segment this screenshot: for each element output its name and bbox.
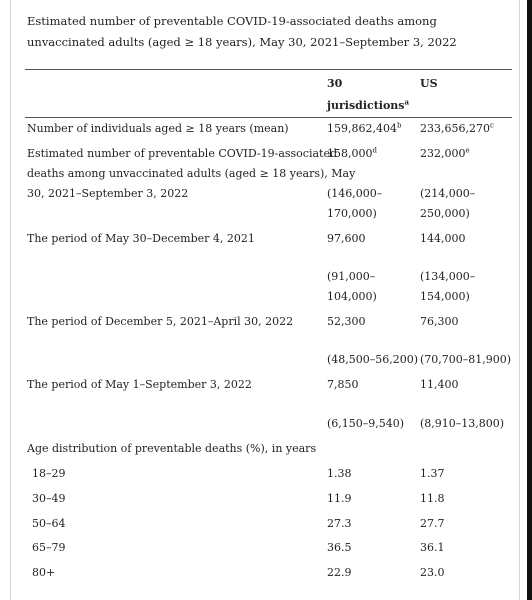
- cell-preventable-us: 232,000e: [420, 146, 470, 160]
- ci-period1-30j-line1: (91,000–: [327, 270, 376, 283]
- age-row-us: 23.0: [420, 566, 445, 579]
- ci-period3-us: (8,910–13,800): [420, 417, 505, 430]
- cell-individuals-us: 233,656,270$^c$: [420, 121, 494, 135]
- cell-period3-30j: 7,850: [327, 378, 359, 391]
- ci-period2-30j: (48,500–56,200): [327, 353, 419, 366]
- age-row-label: 65–79: [32, 541, 66, 554]
- ci-period1-30j-line2: 104,000): [327, 290, 377, 303]
- row-label-preventable-line3: 30, 2021–September 3, 2022: [27, 187, 189, 200]
- row-label-period2: The period of December 5, 2021–April 30, 2022: [27, 315, 294, 328]
- table-caption: Estimated number of preventable COVID-19-associated deaths among unvaccinated adults (aged ≥ 18 years), May 30, 2021–September 3, 2022: [27, 14, 457, 49]
- cell-period3-us: 11,400: [420, 378, 459, 391]
- age-row-30j: 27.3: [327, 517, 352, 530]
- ci-preventable-30j-line1: (146,000–: [327, 187, 383, 200]
- cell-period2-30j: 52,300: [327, 315, 366, 328]
- row-label-individuals: Number of individuals aged ≥ 18 years (mean): [27, 122, 289, 135]
- ci-period1-us-line2: 154,000): [420, 290, 470, 303]
- ci-period1-us-line1: (134,000–: [420, 270, 476, 283]
- ci-preventable-us-line1: (214,000–: [420, 187, 476, 200]
- age-row-label: 30–49: [32, 492, 66, 505]
- age-row-30j: 1.38: [327, 467, 352, 480]
- age-row-us: 1.37: [420, 467, 445, 480]
- row-label-preventable-line2: deaths among unvaccinated adults (aged ≥ 18 years), May: [27, 167, 356, 180]
- age-row-30j: 22.9: [327, 566, 352, 579]
- age-row-us: 11.8: [420, 492, 445, 505]
- row-label-period1: The period of May 30–December 4, 2021: [27, 232, 255, 245]
- header-top-rule: [25, 69, 512, 70]
- age-row-us: 36.1: [420, 541, 445, 554]
- age-row-30j: 36.5: [327, 541, 352, 554]
- cell-period2-us: 76,300: [420, 315, 459, 328]
- ci-preventable-30j-line2: 170,000): [327, 207, 377, 220]
- cell-preventable-30j: 158,000$^d$: [327, 146, 377, 160]
- row-label-period3: The period of May 1–September 3, 2022: [27, 378, 252, 391]
- age-row-30j: 11.9: [327, 492, 352, 505]
- column-header-us: US: [420, 77, 438, 90]
- header-bottom-rule: [25, 117, 512, 118]
- age-row-label: 50–64: [32, 517, 66, 530]
- age-row-label: 80+: [32, 566, 56, 579]
- age-row-label: 18–29: [32, 467, 66, 480]
- cell-period1-us: 144,000: [420, 232, 466, 245]
- ci-preventable-us-line2: 250,000): [420, 207, 470, 220]
- cell-individuals-30j: 159,862,404$^b$: [327, 121, 402, 135]
- age-distribution-heading: Age distribution of preventable deaths (%), in years: [27, 442, 317, 455]
- column-header-30-jurisdictions: 30 jurisdictions$^a$: [327, 77, 410, 112]
- ci-period3-30j: (6,150–9,540): [327, 417, 405, 430]
- cell-period1-30j: 97,600: [327, 232, 366, 245]
- age-row-us: 27.7: [420, 517, 445, 530]
- ci-period2-us: (70,700–81,900): [420, 353, 512, 366]
- window-edge: [527, 0, 532, 600]
- row-label-preventable-line1: Estimated number of preventable COVID-19-associated: [27, 147, 337, 160]
